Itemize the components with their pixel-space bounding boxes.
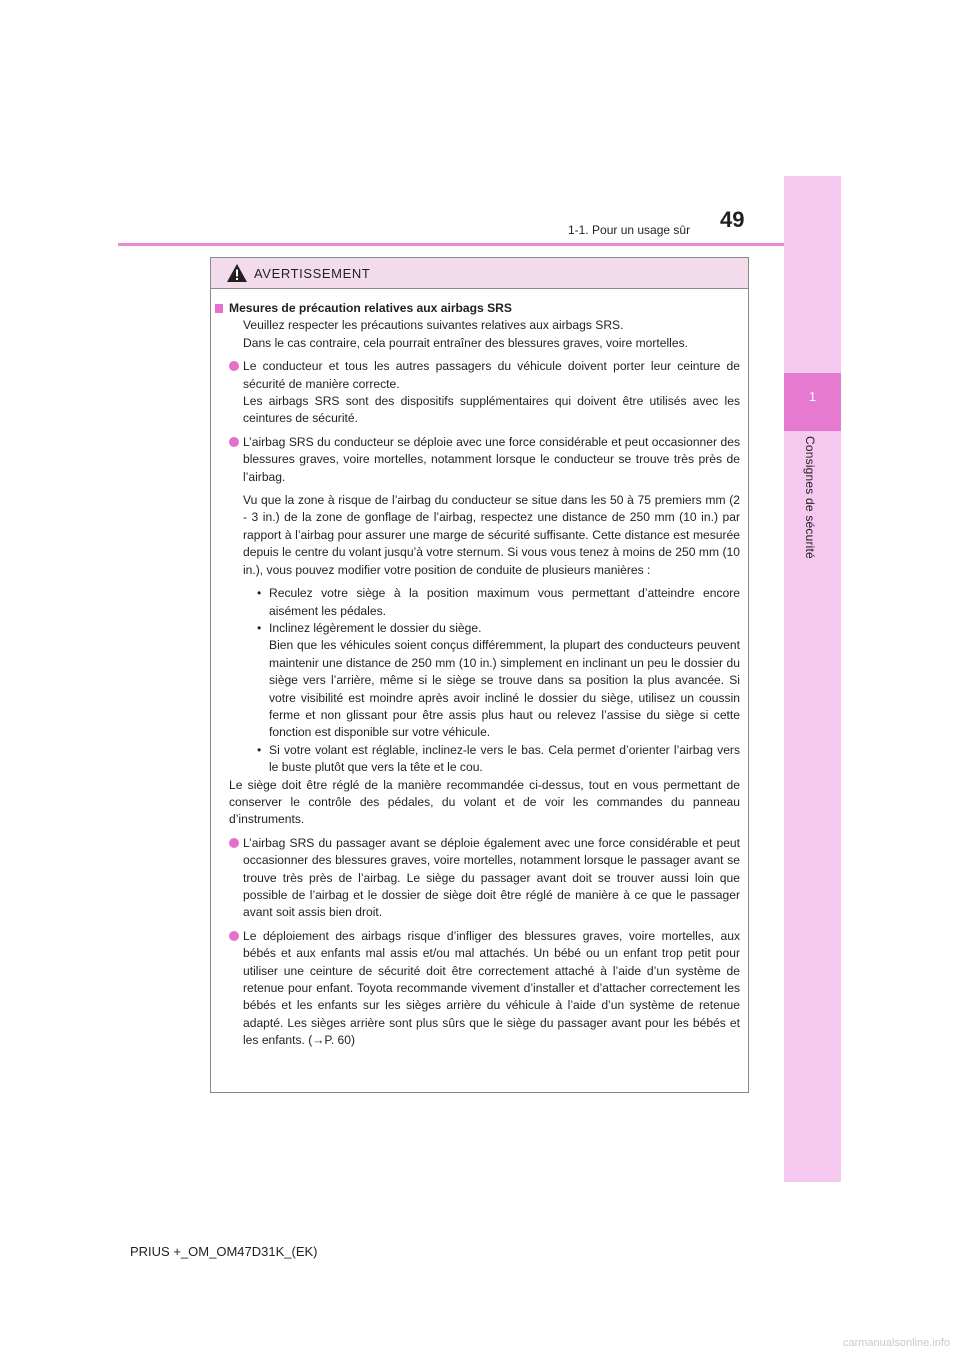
intro-line-2: Dans le cas contraire, cela pourrait entraîner des blessures graves, voire mortelles. bbox=[243, 335, 688, 350]
chapter-number: 1 bbox=[808, 389, 817, 404]
warning-header bbox=[211, 258, 748, 289]
bullet-text: L’airbag SRS du conducteur se déploie avec une force considérable et peut occasionner des blessures graves, voire mortelles, notamment lorsque le conducteur se trouve très près de l’airbag. bbox=[243, 434, 740, 484]
warning-title: AVERTISSEMENT bbox=[254, 265, 371, 281]
intro-line-1: Veuillez respecter les précautions suivantes relatives aux airbags SRS. bbox=[243, 318, 624, 333]
circle-bullet-icon bbox=[229, 931, 239, 941]
warning-box bbox=[210, 257, 749, 1093]
after-sublist-text: Le siège doit être réglé de la manière recommandée ci-dessus, tout en vous permettant de conserver le contrôle des pédales, du volant et de voir les commandes du panneau d’instruments. bbox=[229, 777, 740, 827]
square-bullet-icon bbox=[215, 304, 223, 313]
bullet-text: Le déploiement des airbags risque d’infliger des blessures graves, voire mortelles, aux bébés et aux enfants mal assis et/ou mal attachés. Un bébé ou un enfant trop petit pour utiliser une ceinture de sécurité doit être correctement attaché à l’aide d’un système de retenue pour enfant. Toyota recommande vivement d’installer et d’attacher correctement les bébés et les enfants sur les sièges arrière du véhicule à l’aide d’un système de retenue adapté. Les sièges arrière sont plus sûrs que le siège du passager avant pour les bébés et les enfants. (→P. 60) bbox=[243, 928, 740, 1048]
footer-watermark[interactable]: carmanualsonline.info bbox=[842, 1337, 950, 1349]
chapter-label: Consignes de sécurité bbox=[803, 436, 817, 559]
bullet-text: Les airbags SRS sont des dispositifs supplémentaires qui doivent être utilisés avec les ceintures de sécurité. bbox=[243, 394, 740, 426]
footer-doc-id: PRIUS +_OM_OM47D31K_(EK) bbox=[130, 1244, 318, 1259]
chapter-side-tab bbox=[784, 176, 841, 1182]
warning-triangle-icon bbox=[226, 263, 248, 283]
bullet-children bbox=[229, 928, 740, 1050]
circle-bullet-icon bbox=[229, 838, 239, 848]
bullet-driver-airbag bbox=[229, 434, 740, 777]
bullet-passenger-airbag bbox=[229, 835, 740, 922]
sub-item-detail: Bien que les véhicules soient conçus différemment, la plupart des conducteurs peuvent maintenir une distance de 250 mm (10 in.) simplement en inclinant un peu le dossier du siège vers l’arrière, même si le siège se trouve dans sa position la plus avancée. Si votre visibilité est moindre après avoir incliné le dossier du siège, utilisez un coussin ferme et non glissant pour être assis plus haut ou relevez l’assise du siège si cette fonction est disponible sur votre véhicule. bbox=[269, 638, 740, 740]
circle-bullet-icon bbox=[229, 361, 239, 371]
warning-body bbox=[211, 289, 748, 1050]
warning-heading bbox=[215, 300, 740, 317]
warning-heading-text: Mesures de précaution relatives aux airbags SRS bbox=[229, 301, 512, 315]
section-title: 1-1. Pour un usage sûr bbox=[568, 223, 691, 237]
bullet-text: L’airbag SRS du passager avant se déploie également avec une force considérable et peut occasionner des blessures graves, voire mortelles, notamment lorsque le passager avant se trouve très près de l’airbag. Le siège du passager avant doit se trouver aussi loin que possible de l’airbag et le dossier de siège doit être réglé de manière à ce que le passager avant soit assis bien droit. bbox=[243, 835, 740, 920]
bullet-text: Vu que la zone à risque de l’airbag du conducteur se situe dans les 50 à 75 premiers mm (2 - 3 in.) de la zone de gonflage de l’airbag, respectez une distance de 250 mm (10 in.) par rapport à l’airbag pour assurer une marge de sécurité suffisante. Cette distance est mesurée depuis le centre du volant jusqu’à votre sternum. Si vous vous tenez à moins de 250 mm (10 in.), vous pouvez modifier votre position de conduite de plusieurs manières : bbox=[243, 493, 740, 577]
circle-bullet-icon bbox=[229, 437, 239, 447]
page-number: 49 bbox=[720, 207, 745, 232]
sub-item: • Inclinez légèrement le dossier du siège. bbox=[257, 620, 482, 635]
bullet-seatbelt bbox=[229, 358, 740, 428]
sub-item: • Si votre volant est réglable, inclinez-le vers le bas. Cela permet d’orienter l’airbag vers le buste plutôt que vers la tête et le cou. bbox=[257, 742, 740, 775]
sub-item: • Reculez votre siège à la position maximum vous permettant d’atteindre encore aisément les pédales. bbox=[257, 586, 740, 618]
header-rule bbox=[118, 243, 840, 246]
sub-list bbox=[243, 585, 740, 776]
bullet-text: Le conducteur et tous les autres passagers du véhicule doivent porter leur ceinture de sécurité de manière correcte. bbox=[243, 359, 740, 391]
